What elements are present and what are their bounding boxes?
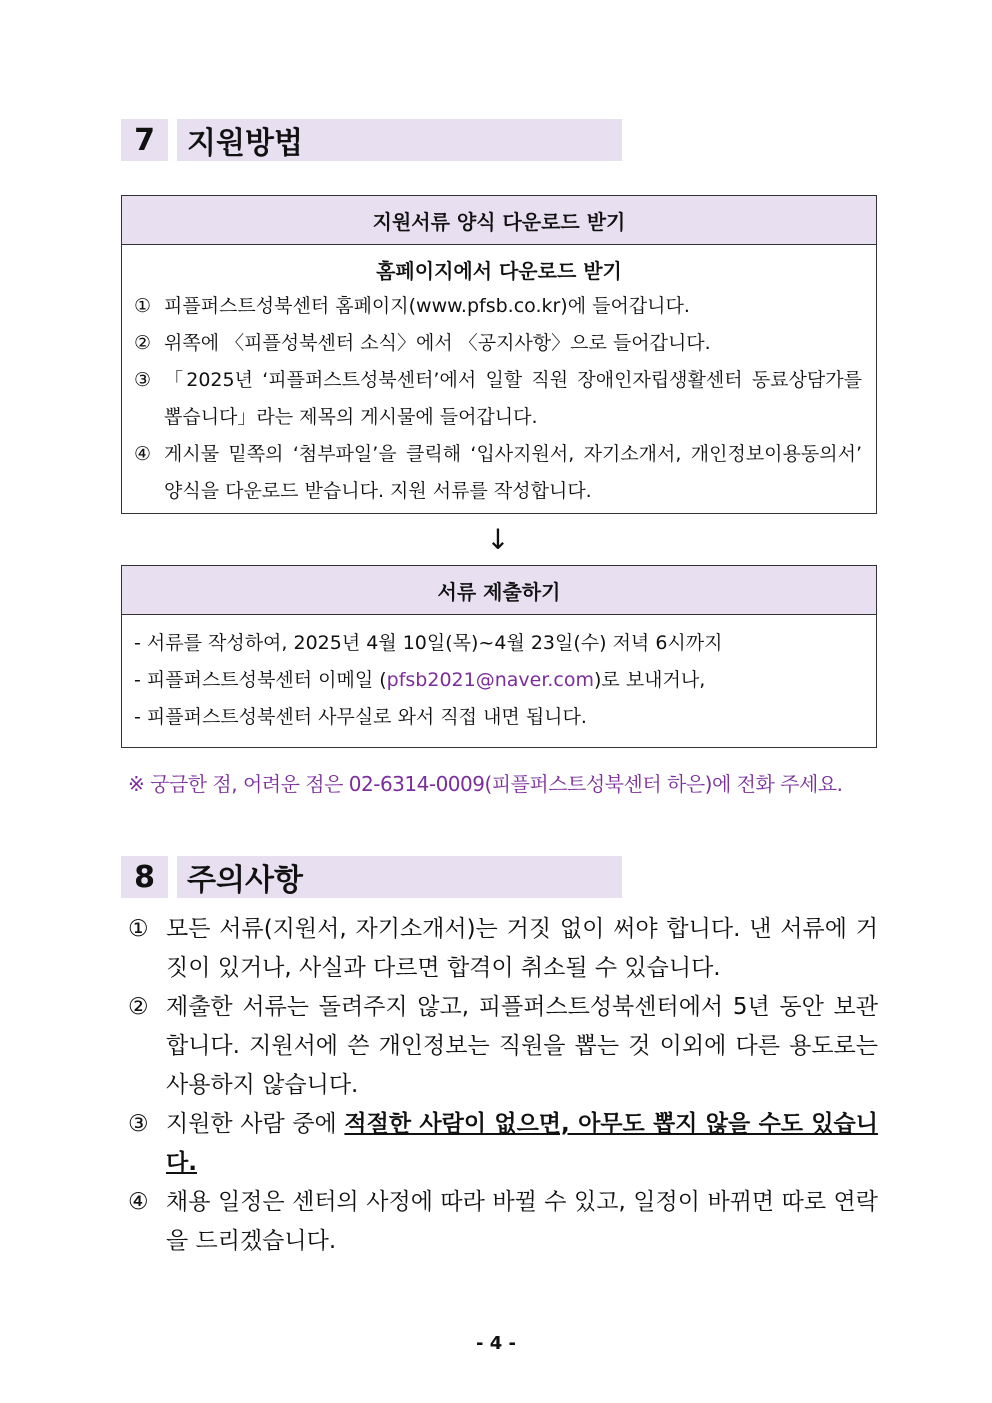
step-marker: ② <box>134 332 152 354</box>
section-7-number: 7 <box>121 119 168 161</box>
item-text <box>166 1105 878 1183</box>
submit-deadline-line: - 서류를 작성하여, 2025년 4월 10일(목)~4월 23일(수) 저녁 6시까지 <box>134 632 723 654</box>
precaution-item <box>128 910 878 988</box>
item-marker: ① <box>128 916 149 942</box>
step-text: 위쪽에 〈피플성북센터 소식〉에서 〈공지사항〉으로 들어갑니다. <box>164 332 711 354</box>
email-line-prefix: - 피플퍼스트성북센터 이메일 ( <box>134 669 387 691</box>
submit-documents-box <box>121 565 877 748</box>
email-line-suffix: )로 보내거나, <box>594 669 706 691</box>
page-number: - 4 - <box>476 1333 516 1354</box>
down-arrow-icon: ↓ <box>486 523 510 556</box>
submit-office-line: - 피플퍼스트성북센터 사무실로 와서 직접 내면 됩니다. <box>134 706 587 728</box>
download-box-header: 지원서류 양식 다운로드 받기 <box>122 196 876 245</box>
precautions-list <box>128 910 878 1261</box>
item-marker: ③ <box>128 1111 149 1137</box>
item-text-prefix: 지원한 사람 중에 <box>166 1111 345 1137</box>
download-steps-list <box>122 288 876 510</box>
download-step <box>134 436 862 510</box>
item-text: 모든 서류(지원서, 자기소개서)는 거짓 없이 써야 합니다. 낸 서류에 거짓이 있거나, 사실과 다르면 합격이 취소될 수 있습니다. <box>166 916 878 981</box>
step-text: 피플퍼스트성북센터 홈페이지(www.pfsb.co.kr)에 들어갑니다. <box>164 295 690 317</box>
download-step <box>134 288 862 325</box>
step-text: 게시물 밑쪽의 ‘첨부파일’을 클릭해 ‘입사지원서, 자기소개서, 개인정보이용동의서’ 양식을 다운로드 받습니다. 지원 서류를 작성합니다. <box>164 443 862 502</box>
submit-instructions <box>122 615 876 736</box>
step-marker: ① <box>134 295 152 317</box>
item-marker: ④ <box>128 1189 149 1215</box>
section-8-title: 주의사항 <box>177 856 622 898</box>
contact-note: ※ 궁금한 점, 어려운 점은 02-6314-0009(피플퍼스트성북센터 하은)에 전화 주세요. <box>128 772 843 796</box>
item-text: 제출한 서류는 돌려주지 않고, 피플퍼스트성북센터에서 5년 동안 보관합니다. 지원서에 쓴 개인정보는 직원을 뽑는 것 이외에 다른 용도로는 사용하지 않습니다. <box>166 994 878 1098</box>
section-8-number: 8 <box>121 856 168 898</box>
download-box-subheader: 홈페이지에서 다운로드 받기 <box>376 259 622 283</box>
item-text-emphasis: 적절한 사람이 없으면, 아무도 뽑지 않을 수도 있습니다. <box>166 1111 878 1176</box>
precaution-item <box>128 1105 878 1183</box>
item-text: 채용 일정은 센터의 사정에 따라 바뀔 수 있고, 일정이 바뀌면 따로 연락을 드리겠습니다. <box>166 1189 878 1254</box>
precaution-item <box>128 1183 878 1261</box>
step-marker: ③ <box>134 369 152 391</box>
step-text: 「2025년 ‘피플퍼스트성북센터’에서 일할 직원 장애인자립생활센터 동료상담가를 뽑습니다」라는 제목의 게시물에 들어갑니다. <box>164 369 862 428</box>
submit-email-line <box>134 662 862 699</box>
submit-box-header: 서류 제출하기 <box>122 566 876 615</box>
item-marker: ② <box>128 994 149 1020</box>
download-step <box>134 362 862 436</box>
download-forms-box <box>121 195 877 514</box>
precaution-item <box>128 988 878 1105</box>
download-step <box>134 325 862 362</box>
section-7-title: 지원방법 <box>177 119 622 161</box>
step-marker: ④ <box>134 443 152 465</box>
email-address-link[interactable]: pfsb2021@naver.com <box>386 669 595 691</box>
